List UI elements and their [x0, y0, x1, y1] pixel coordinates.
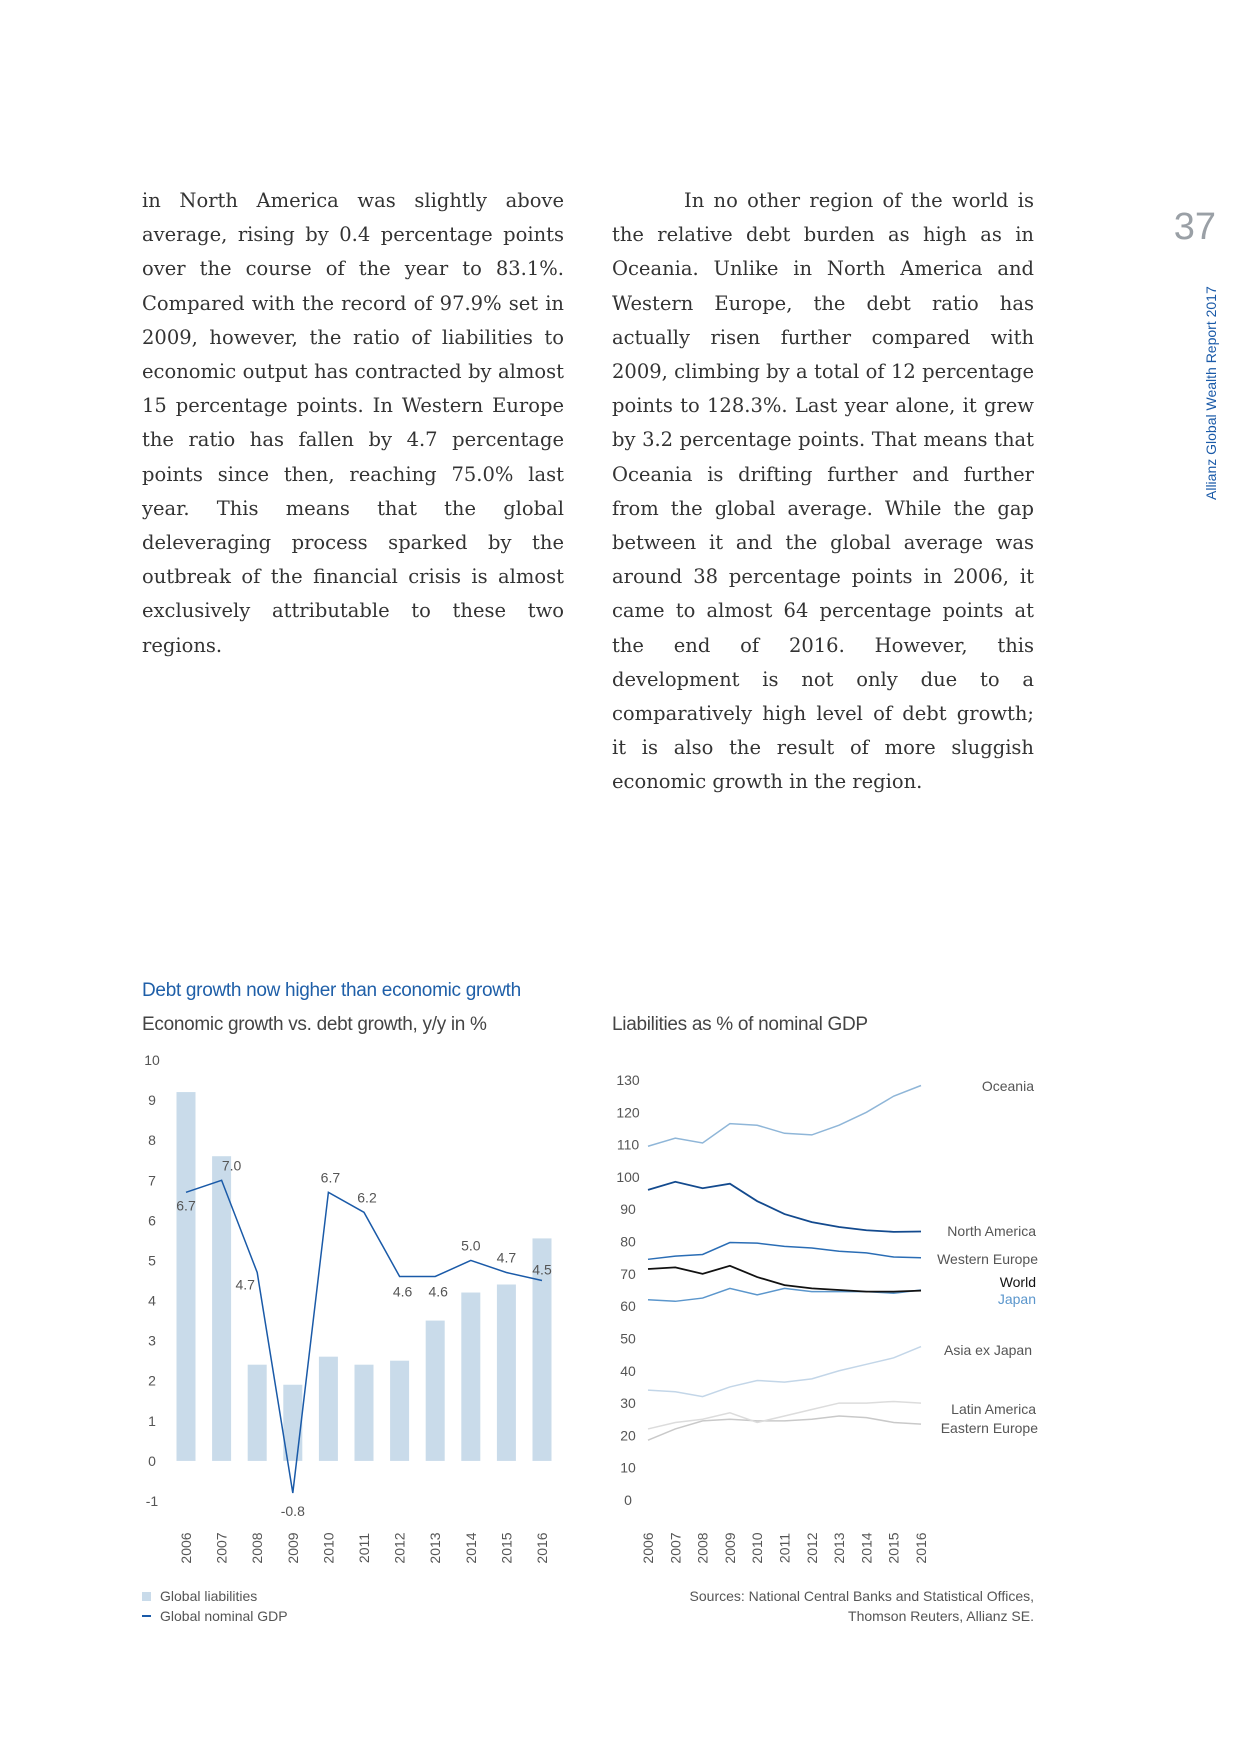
- x-tick-label: 2010: [749, 1532, 766, 1564]
- series-label-oceania: Oceania: [981, 1078, 1034, 1094]
- x-tick-label: 2009: [284, 1532, 301, 1564]
- x-tick-label: 2014: [858, 1532, 875, 1564]
- x-tick-label: 2007: [667, 1532, 684, 1564]
- series-label-western-europe: Western Europe: [937, 1251, 1038, 1267]
- y-tick-label: 70: [620, 1265, 636, 1282]
- x-tick-label: 2008: [249, 1532, 266, 1564]
- series-label-eastern-europe: Eastern Europe: [940, 1420, 1038, 1436]
- series-line-western-europe: [648, 1243, 921, 1260]
- gdp-data-label: 6.7: [176, 1197, 196, 1214]
- gdp-data-label: -0.8: [280, 1502, 305, 1519]
- y-tick-label: 130: [616, 1072, 640, 1088]
- y-tick-label: 10: [620, 1459, 636, 1476]
- x-tick-label: 2014: [462, 1532, 479, 1564]
- y-tick-label: 30: [620, 1395, 636, 1412]
- y-tick-label: 20: [620, 1427, 636, 1444]
- y-tick-label: -1: [145, 1493, 159, 1509]
- gdp-data-label: 4.6: [428, 1283, 448, 1300]
- sources-line-1: Sources: National Central Banks and Statistical Offices,: [689, 1588, 1034, 1604]
- chart2-subtitle: Liabilities as % of nominal GDP: [612, 1014, 868, 1035]
- x-tick-label: 2012: [391, 1532, 408, 1564]
- x-tick-label: 2013: [831, 1532, 848, 1564]
- x-tick-label: 2011: [776, 1532, 793, 1564]
- x-tick-label: 2009: [721, 1532, 738, 1564]
- y-tick-label: 2: [148, 1372, 156, 1389]
- gdp-data-label: 4.5: [532, 1261, 552, 1278]
- series-line-asia-ex-japan: [648, 1347, 921, 1397]
- y-tick-label: 0: [624, 1492, 632, 1508]
- series-label-world: World: [999, 1274, 1036, 1290]
- legend-label-global-nominal-gdp: Global nominal GDP: [160, 1608, 288, 1624]
- series-label-japan: Japan: [997, 1291, 1036, 1307]
- y-tick-label: 1: [148, 1412, 156, 1429]
- paragraph-left: in North America was slightly above average, rising by 0.4 percentage points over the course of the year to 83.1%. Compared with the record of 97.9% set in 2009, however, the ratio of liabilities to economic output has contracted by almost 15 percentage points. In Western Europe the ratio has fallen by 4.7 percentage points since then, reaching 75.0% last year. This means that the global deleveraging process sparked by the outbreak of the financial crisis is almost exclusively attributable to these two regions.: [142, 189, 564, 657]
- x-tick-label: 2012: [803, 1532, 820, 1564]
- chart1-legend: [142, 1586, 288, 1626]
- gdp-data-label: 4.7: [496, 1249, 517, 1266]
- series-line-oceania: [648, 1085, 921, 1146]
- series-label-north-america: North America: [947, 1223, 1036, 1239]
- x-tick-label: 2010: [320, 1532, 337, 1564]
- sources-line-2: Thomson Reuters, Allianz SE.: [848, 1608, 1034, 1624]
- paragraph-right: In no other region of the world is the relative debt burden as high as in Oceania. Unlike in North America and Western Europe, the debt ratio has actually risen further compared with 2009, climbing by a total of 12 percentage points to 128.3%. Last year alone, it grew by 3.2 percentage points. That means that Oceania is drifting further and further from the global average. While the gap between it and the global average was around 38 percentage points in 2006, it came to almost 64 percentage points at the end of 2016. However, this development is not only due to a comparatively high level of debt growth; it is also the result of more sluggish economic growth in the region.: [612, 189, 1034, 794]
- legend-item-global-nominal-gdp: [142, 1606, 288, 1626]
- y-tick-label: 8: [148, 1132, 156, 1149]
- series-label-asia-ex-japan: Asia ex Japan: [944, 1342, 1032, 1358]
- x-tick-label: 2006: [178, 1532, 194, 1564]
- y-tick-label: 120: [616, 1104, 640, 1121]
- y-tick-label: 4: [148, 1292, 156, 1309]
- gdp-data-label: 4.7: [235, 1276, 255, 1293]
- x-tick-label: 2015: [498, 1532, 515, 1564]
- y-tick-label: 5: [148, 1252, 156, 1269]
- x-tick-label: 2011: [356, 1532, 372, 1564]
- legend-swatch-line-icon: [142, 1615, 151, 1617]
- y-tick-label: 40: [620, 1362, 636, 1379]
- series-line-north-america: [648, 1182, 921, 1232]
- gdp-data-label: 4.6: [392, 1283, 413, 1300]
- y-tick-label: 50: [620, 1330, 636, 1347]
- gdp-data-label: 6.2: [357, 1189, 377, 1206]
- chart1-title: Debt growth now higher than economic growth: [142, 980, 521, 1001]
- x-tick-label: 2008: [694, 1532, 711, 1564]
- y-tick-label: 110: [616, 1136, 640, 1153]
- x-tick-label: 2006: [640, 1532, 656, 1564]
- series-line-eastern-europe: [648, 1416, 921, 1440]
- x-tick-label: 2015: [885, 1532, 902, 1564]
- y-tick-label: 6: [148, 1212, 156, 1229]
- x-tick-label: 2007: [213, 1532, 230, 1564]
- running-title: Allianz Global Wealth Report 2017: [1203, 286, 1219, 500]
- series-line-japan: [648, 1288, 921, 1301]
- y-tick-label: 100: [616, 1168, 640, 1185]
- x-tick-label: 2016: [534, 1532, 550, 1564]
- page-number: 37: [1173, 206, 1216, 248]
- gdp-data-label: 5.0: [461, 1237, 481, 1254]
- y-tick-label: 90: [620, 1201, 636, 1218]
- legend-item-global-liabilities: [142, 1586, 288, 1606]
- y-tick-label: 7: [148, 1172, 156, 1189]
- y-tick-label: 10: [144, 1052, 160, 1068]
- sources-note: [690, 1586, 1034, 1626]
- y-tick-label: 9: [148, 1092, 156, 1109]
- gdp-data-label: 6.7: [320, 1169, 341, 1186]
- series-label-latin-america: Latin America: [951, 1401, 1036, 1417]
- x-tick-label: 2013: [427, 1532, 444, 1564]
- legend-label-global-liabilities: Global liabilities: [160, 1588, 258, 1604]
- gdp-data-label: 7.0: [221, 1157, 242, 1174]
- legend-swatch-bar-icon: [142, 1592, 151, 1601]
- y-tick-label: 0: [148, 1452, 156, 1469]
- y-tick-label: 80: [620, 1233, 636, 1250]
- x-tick-label: 2016: [913, 1532, 929, 1564]
- y-tick-label: 60: [620, 1298, 636, 1315]
- y-tick-label: 3: [148, 1332, 156, 1349]
- chart1-subtitle: Economic growth vs. debt growth, y/y in %: [142, 1014, 487, 1035]
